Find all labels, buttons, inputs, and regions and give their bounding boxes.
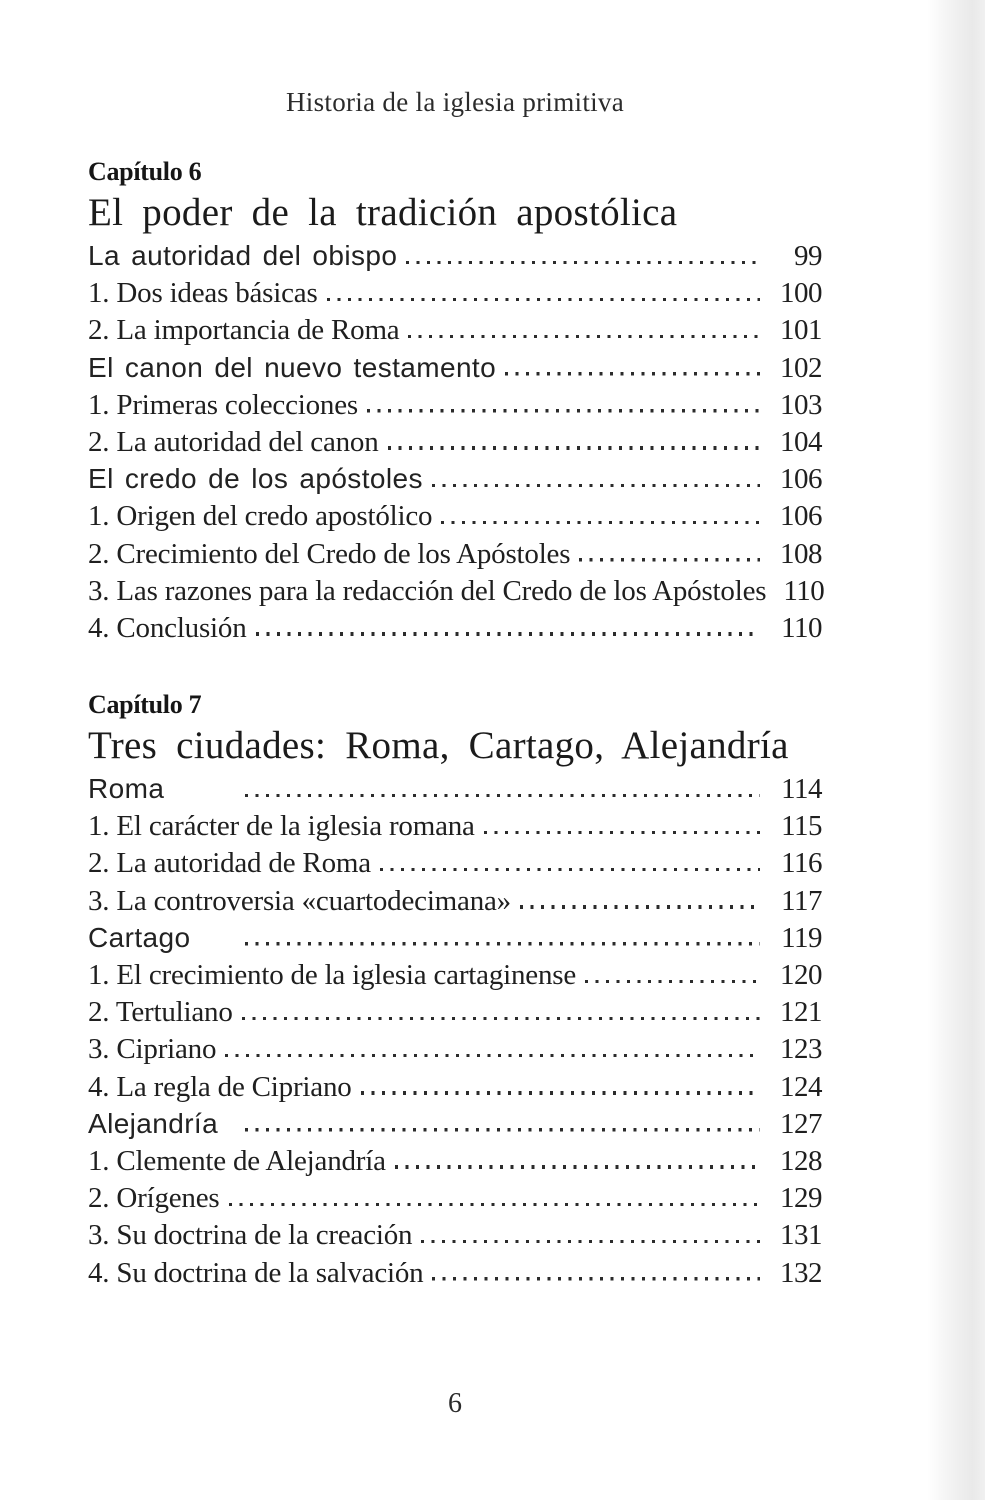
toc-entry <box>88 1033 822 1070</box>
toc-entry <box>88 922 822 959</box>
leader-dots <box>520 905 760 909</box>
toc-entry-page: 102 <box>780 351 822 384</box>
toc-entry <box>88 277 822 314</box>
toc-entry-text: 2. Tertuliano <box>88 996 233 1029</box>
toc-entry-page: 106 <box>780 463 822 496</box>
toc-entry-page: 115 <box>781 810 822 843</box>
toc-entry-text: 2. Crecimiento del Credo de los Apóstoles <box>88 537 571 570</box>
leader-dots <box>245 942 760 946</box>
toc-entry-page: 117 <box>781 884 822 917</box>
toc-entry-page: 121 <box>780 996 822 1029</box>
toc-entry <box>88 538 822 575</box>
toc-entry <box>88 500 822 537</box>
page-content <box>88 0 825 1294</box>
chapter-7-toc-list <box>88 773 822 1294</box>
toc-entry-page: 114 <box>781 773 822 806</box>
toc-entry-page: 129 <box>780 1182 822 1215</box>
toc-entry <box>88 574 825 612</box>
toc-entry-page: 103 <box>780 388 822 421</box>
running-header: Historia de la iglesia primitiva <box>285 87 625 117</box>
toc-entry-text: 3. Cipriano <box>88 1033 217 1066</box>
leader-dots <box>421 1239 760 1243</box>
toc-entry <box>88 885 822 922</box>
toc-entry <box>88 1257 822 1294</box>
leader-dots <box>256 632 760 636</box>
leader-dots <box>395 1165 760 1169</box>
toc-entry-text: La autoridad del obispo <box>88 240 398 271</box>
toc-entry-text: Cartago <box>88 921 191 953</box>
chapter-6-toc-list <box>88 240 825 649</box>
toc-entry-text: 2. La autoridad de Roma <box>88 847 371 880</box>
toc-entry-text: 1. Dos ideas básicas <box>88 277 318 310</box>
leader-dots <box>505 372 760 376</box>
toc-entry <box>88 1182 822 1219</box>
chapter-7-section <box>88 689 822 1294</box>
toc-entry <box>88 1145 822 1182</box>
toc-entry-text: 1. Primeras colecciones <box>88 388 358 421</box>
toc-entry-page: 104 <box>780 425 822 458</box>
toc-entry <box>88 426 822 463</box>
toc-entry-page: 123 <box>780 1033 822 1066</box>
toc-entry-page: 119 <box>781 921 822 954</box>
toc-entry <box>88 240 822 277</box>
toc-entry-text: 1. El carácter de la iglesia romana <box>88 810 475 843</box>
toc-entry-text: Roma <box>88 773 165 805</box>
leader-dots <box>408 334 760 338</box>
toc-entry <box>88 996 822 1033</box>
toc-entry-text: 2. Orígenes <box>88 1182 220 1215</box>
chapter-7-title: Tres ciudades: Roma, Cartago, Alejandría <box>88 724 789 768</box>
leader-dots <box>432 483 760 487</box>
leader-dots <box>585 979 760 983</box>
leader-dots <box>579 558 760 562</box>
toc-entry-text: Alejandría <box>88 1107 219 1139</box>
toc-entry-text: 4. La regla de Cipriano <box>88 1070 352 1103</box>
leader-dots <box>484 830 760 834</box>
toc-entry <box>88 847 822 884</box>
toc-entry-text: 4. Conclusión <box>88 611 247 644</box>
toc-entry-page: 131 <box>780 1219 822 1252</box>
toc-entry-page: 101 <box>780 314 822 347</box>
toc-entry-page: 128 <box>780 1144 822 1177</box>
leader-dots <box>406 260 760 264</box>
toc-entry-text: 1. El crecimiento de la iglesia cartaginense <box>88 959 577 991</box>
toc-entry-page: 110 <box>783 574 825 607</box>
toc-entry-text: 3. La controversia «cuartodecimana» <box>88 884 511 917</box>
toc-entry <box>88 1108 822 1145</box>
toc-entry <box>88 389 822 426</box>
toc-entry <box>88 612 822 649</box>
toc-entry-text: 3. Su doctrina de la creación <box>88 1219 413 1252</box>
toc-entry-text: El credo de los apóstoles <box>88 463 423 495</box>
toc-entry <box>88 352 822 389</box>
toc-entry <box>88 463 822 500</box>
leader-dots <box>361 1091 760 1095</box>
toc-entry-text: El canon del nuevo testamento <box>88 351 497 383</box>
toc-entry-text: 1. Clemente de Alejandría <box>88 1144 386 1177</box>
chapter-6-section <box>88 156 825 649</box>
toc-entry-page: 116 <box>781 847 822 880</box>
toc-entry <box>88 810 822 847</box>
page-number: 6 <box>448 1388 462 1419</box>
toc-entry-page: 124 <box>780 1070 822 1103</box>
toc-entry-page: 127 <box>780 1107 822 1140</box>
toc-entry-text: 1. Origen del credo apostólico <box>88 500 433 533</box>
leader-dots <box>367 409 760 413</box>
leader-dots <box>441 520 760 524</box>
toc-entry-page: 99 <box>794 240 822 272</box>
toc-entry <box>88 959 822 996</box>
toc-entry-text: 3. Las razones para la redacción del Credo de los Apóstoles <box>88 574 767 607</box>
toc-entry-page: 106 <box>780 500 822 533</box>
leader-dots <box>229 1202 761 1206</box>
chapter-7-label: Capítulo 7 <box>88 690 202 720</box>
toc-entry-page: 108 <box>780 537 822 570</box>
leader-dots <box>327 297 760 301</box>
toc-entry <box>88 1071 822 1108</box>
toc-entry-page: 100 <box>780 277 822 310</box>
toc-entry <box>88 314 822 351</box>
chapter-6-title: El poder de la tradición apostólica <box>88 191 678 234</box>
toc-entry <box>88 1219 822 1256</box>
toc-entry-text: 4. Su doctrina de la salvación <box>88 1256 424 1289</box>
toc-entry-text: 2. La autoridad del canon <box>88 425 379 458</box>
page-edge-shadow <box>927 0 985 1500</box>
leader-dots <box>380 867 760 871</box>
toc-entry-text: 2. La importancia de Roma <box>88 314 400 347</box>
leader-dots <box>242 1016 760 1020</box>
toc-entry-page: 120 <box>780 959 822 991</box>
leader-dots <box>245 1128 760 1132</box>
leader-dots <box>245 793 760 797</box>
chapter-6-label: Capítulo 6 <box>88 157 202 186</box>
leader-dots <box>388 446 760 450</box>
toc-entry-page: 110 <box>781 611 822 644</box>
toc-entry-page: 132 <box>780 1256 822 1289</box>
toc-entry <box>88 773 822 810</box>
leader-dots <box>432 1277 760 1281</box>
leader-dots <box>225 1053 760 1057</box>
